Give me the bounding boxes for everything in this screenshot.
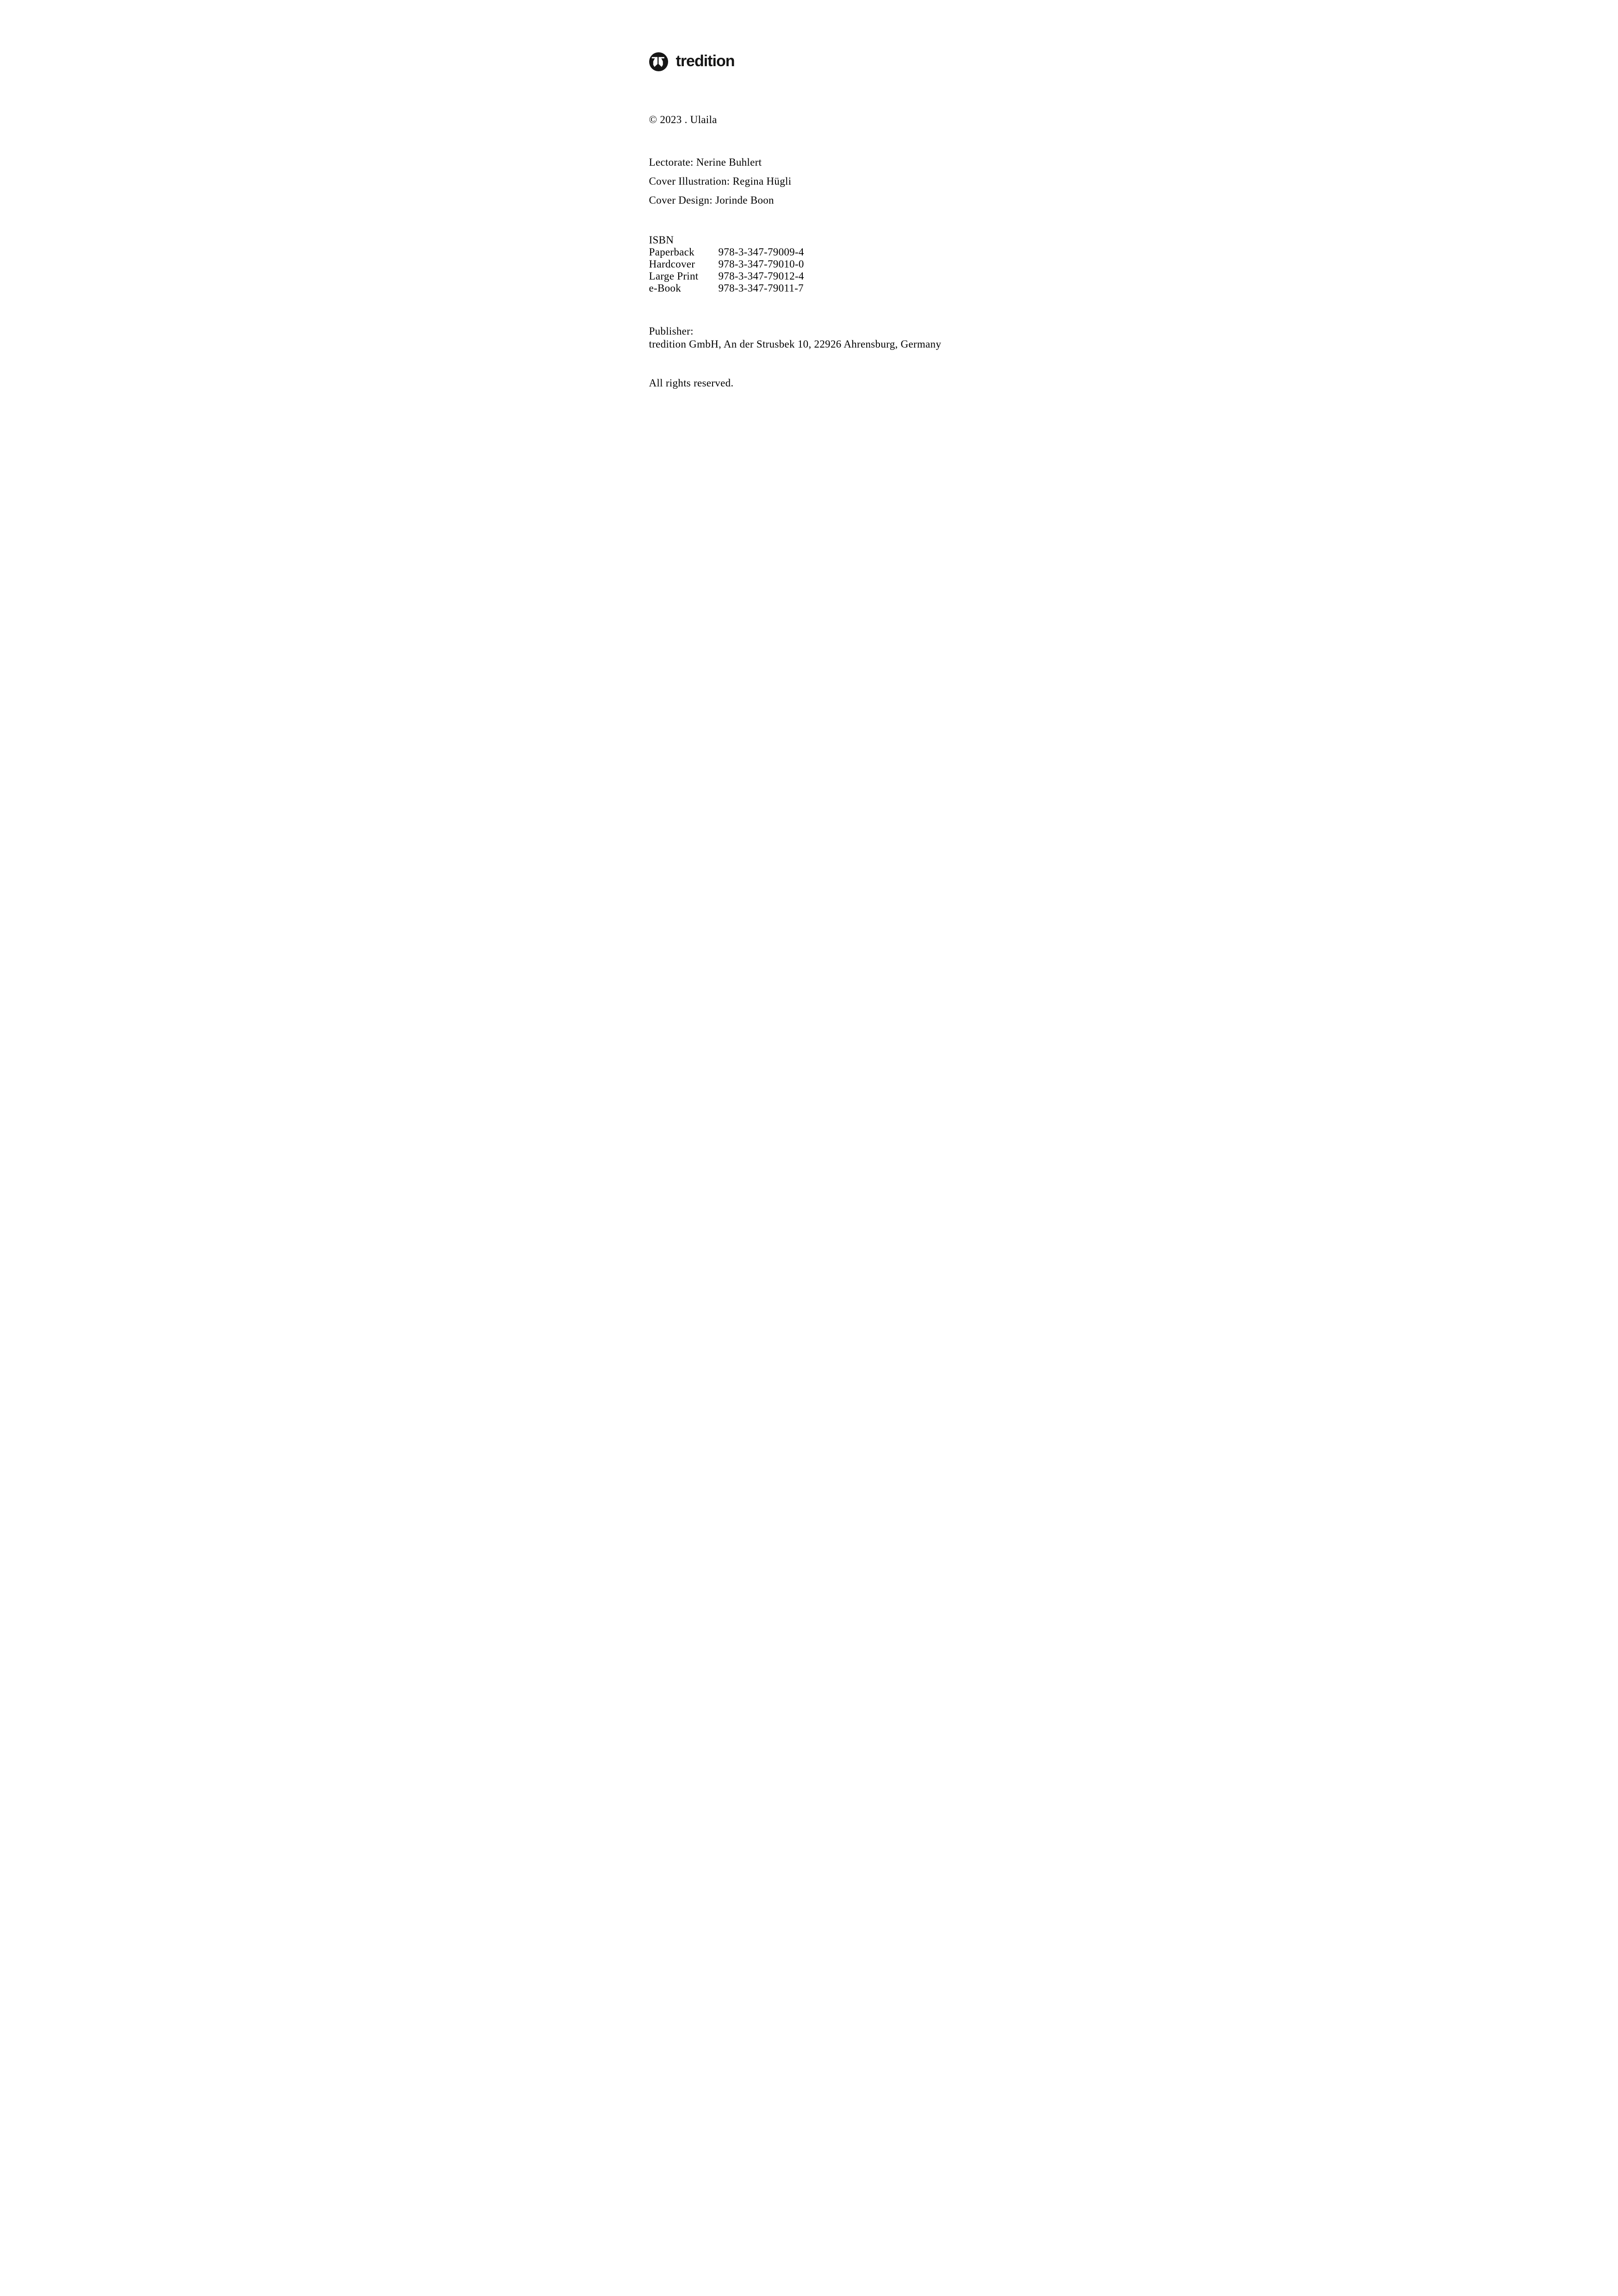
- rights-notice: All rights reserved.: [649, 377, 734, 389]
- publisher-address: tredition GmbH, An der Strusbek 10, 22926 Ahrensburg, Germany: [649, 338, 942, 350]
- credit-lectorate: Lectorate: Nerine Buhlert: [649, 156, 762, 168]
- credit-cover-illustration: Cover Illustration: Regina Hügli: [649, 175, 792, 187]
- isbn-format: Hardcover: [649, 258, 695, 270]
- publisher-block: [649, 325, 984, 351]
- isbn-row-paperback: [649, 246, 984, 258]
- isbn-block: [649, 234, 984, 294]
- isbn-row-hardcover: [649, 258, 984, 270]
- isbn-format: Large Print: [649, 270, 699, 282]
- isbn-heading: ISBN: [649, 234, 674, 246]
- imprint-page: [607, 0, 1011, 574]
- isbn-format: Paperback: [649, 246, 694, 258]
- tredition-circle-icon: [649, 52, 668, 71]
- isbn-number: 978-3-347-79011-7: [718, 282, 804, 294]
- isbn-row-large-print: [649, 270, 984, 282]
- credits-block: [649, 156, 984, 206]
- isbn-format: e-Book: [649, 282, 682, 294]
- isbn-row-ebook: [649, 282, 984, 294]
- copyright-line: © 2023 . Ulaila: [649, 114, 717, 125]
- isbn-number: 978-3-347-79012-4: [718, 270, 804, 282]
- logo-wordmark: tredition: [676, 52, 735, 70]
- publisher-label: Publisher:: [649, 325, 694, 337]
- isbn-number: 978-3-347-79009-4: [718, 246, 804, 258]
- publisher-logo: [649, 52, 984, 71]
- isbn-number: 978-3-347-79010-0: [718, 258, 804, 270]
- credit-cover-design: Cover Design: Jorinde Boon: [649, 194, 774, 206]
